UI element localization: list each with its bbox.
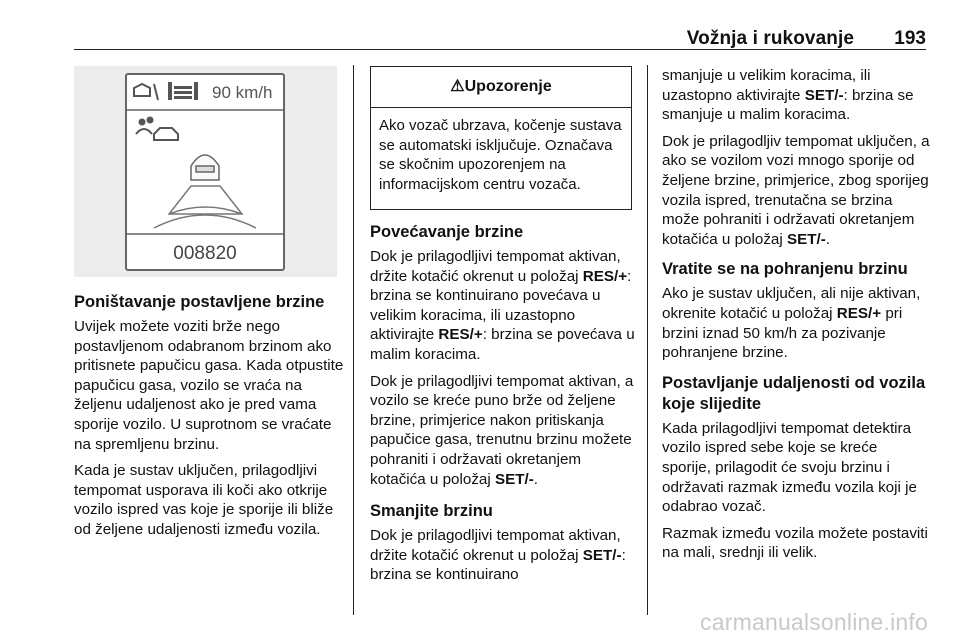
column-divider-1 — [353, 65, 354, 615]
column-1 — [74, 292, 344, 547]
warning-title: Upozorenje — [464, 78, 552, 95]
column-divider-2 — [647, 65, 648, 615]
header-rule — [74, 49, 926, 50]
warning-box — [370, 66, 632, 210]
paragraph: Kada je sustav uključen, prilagodljivi tempomat usporava ili koči ako otkrije vozilo ispred vas koje je sporije ili bliže od željene udaljenosti između vozila. — [74, 462, 334, 538]
odometer-readout: 008820 — [173, 243, 237, 264]
column-2 — [370, 222, 638, 592]
watermark: carmanualsonline.info — [700, 609, 928, 635]
paragraph: Dok je prilagodljivi tempomat aktivan, držite kotačić okrenut u položaj SET/-: brzina se kontinuirano — [370, 527, 626, 584]
paragraph: Kada prilagodljivi tempomat detektira vozilo ispred sebe koje se kreće sporije, prilagodit će svoju brzinu i održavati razmak između vozila koji je odabrao vozač. — [662, 419, 917, 516]
paragraph: smanjuje u velikim koracima, ili uzastopno aktivirajte SET/-: brzina se smanjuje u malim koracima. — [662, 67, 914, 124]
page-number: 193 — [894, 28, 926, 49]
paragraph: Dok je prilagodljivi tempomat aktivan, a vozilo se kreće puno brže od željene brzine, primjerice nakon pritiskanja papučice gasa, trenutnu brzinu možete pohraniti i održavati okretanjem kotačića u položaj SET/-. — [370, 372, 634, 488]
column-3 — [662, 66, 930, 570]
paragraph: Uvijek možete voziti brže nego postavljenom odabranom brzinom ako pritisnete papučicu gasa. Kada otpustite papučicu gasa, vozilo se vraća na željenu udaljenost ako je pred vama sporije vozilo. U suprotnom se vraćate na spremljenu brzinu. — [74, 318, 344, 453]
heading-decrease-speed: Smanjite brzinu — [370, 502, 493, 521]
heading-follow-distance: Postavljanje udaljenosti od vozila koje slijedite — [662, 373, 926, 413]
warning-text: Ako vozač ubrzava, kočenje sustava se automatski isključuje. Označava se skočnim upozorenjem na informacijskom centru vozača. — [379, 117, 622, 193]
paragraph: Razmak između vozila možete postaviti na mali, srednji ili velik. — [662, 524, 928, 562]
paragraph: Dok je prilagodljivi tempomat aktivan, držite kotačić okrenut u položaj RES/+: brzina se kontinuirano povećava u velikim koracima, ili uzastopno aktivirajte RES/+: brzina se povećava u malim koracima. — [370, 248, 635, 363]
page-header — [74, 28, 926, 56]
section-title: Vožnja i rukovanje — [686, 28, 854, 49]
paragraph: Dok je prilagodljiv tempomat uključen, a ako se vozilom vozi mnogo sporije od željene brzine, primjerice, zbog sporijeg vozila ispred, trenutačna se brzina može pohraniti i održavati okretanjem kotačića u položaj SET/-. — [662, 132, 930, 248]
heading-cancel-speed: Poništavanje postavljene brzine — [74, 293, 325, 311]
paragraph: Ako je sustav uključen, ali nije aktivan, okrenite kotačić u položaj RES/+ pri brzini iznad 50 km/h za pozivanje pohranjene brzine. — [662, 285, 921, 362]
heading-resume-speed: Vratite se na pohranjenu brzinu — [662, 260, 908, 279]
warning-header — [371, 67, 631, 108]
set-speed-readout: 90 km/h — [212, 83, 273, 102]
cluster-display-illustration — [74, 66, 337, 277]
heading-increase-speed: Povećavanje brzine — [370, 223, 524, 241]
cluster-display-figure — [74, 66, 337, 277]
warning-triangle-icon: ⚠ — [450, 78, 465, 95]
